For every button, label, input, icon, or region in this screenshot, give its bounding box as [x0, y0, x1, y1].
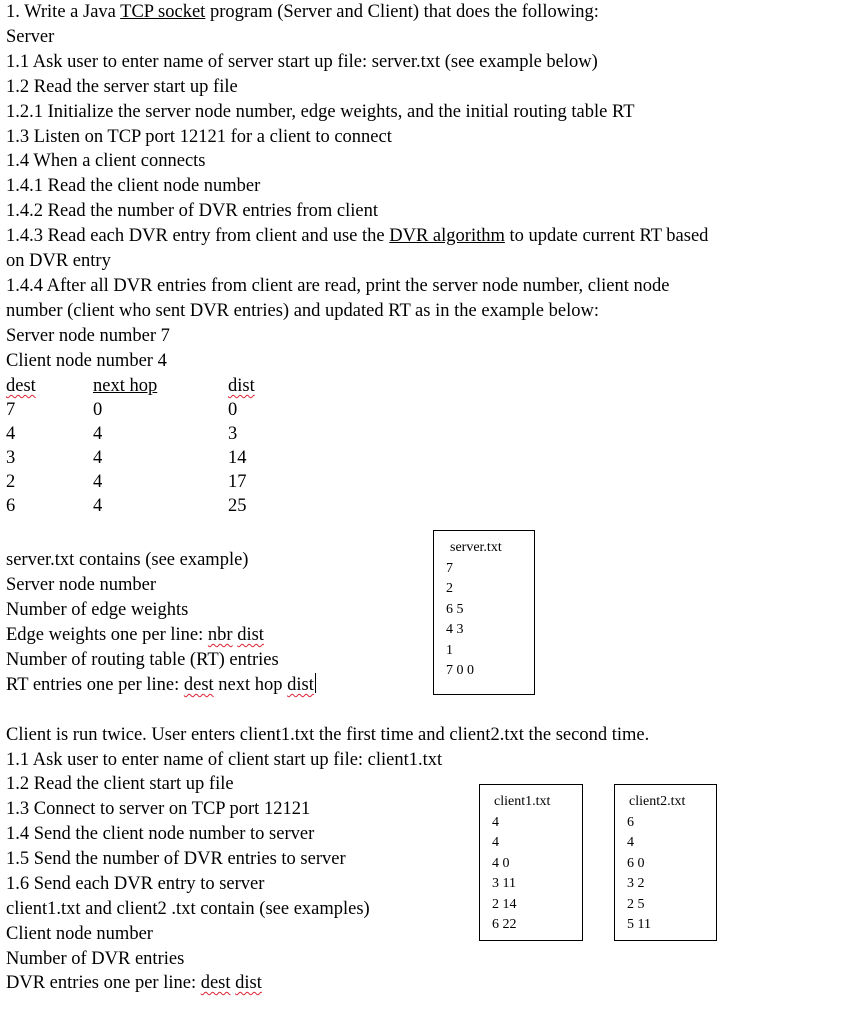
server-format-rt-count: Number of routing table (RT) entries: [6, 650, 279, 670]
client-step-1-1: 1.1 Ask user to enter name of client start up file: client1.txt: [6, 750, 443, 770]
client2-txt-line: 6: [627, 814, 634, 830]
client1-txt-line: 2 14: [492, 896, 517, 912]
rt-cell: 6: [6, 496, 16, 516]
rt-cell: 0: [93, 400, 103, 420]
step-1-4-2: 1.4.2 Read the number of DVR entries from client: [6, 201, 378, 221]
server-heading: Server: [6, 27, 55, 47]
client1-txt-line: 4 0: [492, 855, 510, 871]
client-format-dvr-count: Number of DVR entries: [6, 949, 185, 969]
server-format-rt-entries: [6, 673, 316, 697]
client2-txt-line: 6 0: [627, 855, 645, 871]
rt-cell: 7: [6, 400, 16, 420]
task-title-post: program (Server and Client) that does the following:: [205, 2, 599, 22]
rt-cell: 2: [6, 472, 16, 492]
client2-txt-line: 3 2: [627, 876, 645, 891]
server-format-edge-count: Number of edge weights: [6, 600, 189, 620]
dvr-algorithm-link[interactable]: DVR algorithm: [389, 226, 505, 246]
server-format-edges: [6, 623, 264, 647]
step-1-2: 1.2 Read the server start up file: [6, 77, 238, 97]
client-format-dvr-entries: [6, 971, 262, 995]
step-1-4: 1.4 When a client connects: [6, 151, 206, 171]
rt-cell: 14: [228, 448, 247, 468]
dist-word: dist: [237, 625, 264, 645]
server-txt-box: [433, 530, 535, 695]
step-1-4-4: 1.4.4 After all DVR entries from client are read, print the server node number, client node: [6, 276, 670, 296]
client-step-1-6: 1.6 Send each DVR entry to server: [6, 874, 265, 894]
client1-txt-box: [479, 784, 583, 941]
client1-txt-line: 4: [492, 814, 499, 830]
client-format-node: Client node number: [6, 924, 153, 944]
tcp-socket-link[interactable]: TCP socket: [120, 2, 206, 22]
server-txt-title: server.txt: [450, 540, 502, 555]
text-cursor: [315, 673, 316, 693]
client1-txt-title: client1.txt: [494, 794, 551, 809]
rt-header-dest: dest: [6, 376, 36, 396]
rt-cell: 3: [6, 448, 16, 468]
client2-txt-title: client2.txt: [629, 794, 686, 809]
client-step-1-3: 1.3 Connect to server on TCP port 12121: [6, 799, 311, 819]
server-format-edges-pre: Edge weights one per line:: [6, 625, 208, 645]
server-txt-line: 2: [446, 581, 453, 596]
step-1-1: 1.1 Ask user to enter name of server start up file: server.txt (see example below): [6, 52, 598, 72]
rt-col-next-hop: [93, 374, 157, 518]
step-1-4-1: 1.4.1 Read the client node number: [6, 176, 261, 196]
rt-header-next-hop: next hop: [93, 376, 158, 396]
step-1-4-3-pre: 1.4.3 Read each DVR entry from client and use the: [6, 226, 390, 246]
rt-col-dest: [6, 374, 36, 518]
step-1-4-3-cont: on DVR entry: [6, 251, 111, 271]
client-step-1-4: 1.4 Send the client node number to server: [6, 824, 315, 844]
rt-col-dist: [228, 374, 255, 518]
server-txt-line: 4 3: [446, 622, 464, 637]
client2-txt-line: 2 5: [627, 896, 645, 912]
server-txt-line: 7 0 0: [446, 663, 474, 678]
client-intro: Client is run twice. User enters client1.txt the first time and client2.txt the second time.: [6, 725, 650, 745]
rt-cell: 3: [228, 424, 238, 444]
step-1-4-4-cont: number (client who sent DVR entries) and updated RT as in the example below:: [6, 301, 599, 321]
client-format-intro: client1.txt and client2 .txt contain (see examples): [6, 899, 370, 919]
client1-txt-line: 3 11: [492, 876, 516, 891]
rt-cell: 4: [93, 424, 103, 444]
dest-word: dest: [200, 973, 231, 993]
rt-cell: 4: [6, 424, 16, 444]
client1-txt-line: 4: [492, 835, 499, 850]
rt-cell: 0: [228, 400, 238, 420]
step-1-4-3: [6, 224, 708, 248]
rt-cell: 4: [93, 496, 103, 516]
client2-txt-box: [614, 784, 717, 941]
dist-word: dist: [235, 973, 262, 993]
client-step-1-2: 1.2 Read the client start up file: [6, 774, 234, 794]
server-txt-line: 6 5: [446, 601, 464, 617]
client-node-line: Client node number 4: [6, 351, 167, 371]
dest-word: dest: [183, 675, 214, 695]
rt-header-dist: dist: [228, 376, 255, 396]
nbr-word: nbr: [207, 625, 233, 645]
client2-txt-line: 5 11: [627, 917, 651, 932]
step-1-3: 1.3 Listen on TCP port 12121 for a client to connect: [6, 127, 392, 147]
server-node-line: Server node number 7: [6, 326, 170, 346]
dist-word: dist: [287, 675, 314, 695]
server-txt-line: 7: [446, 560, 453, 576]
client-format-dvr-pre: DVR entries one per line:: [6, 973, 201, 993]
next-hop-word: next hop: [213, 675, 288, 695]
client2-txt-line: 4: [627, 835, 634, 850]
server-format-rt-pre: RT entries one per line:: [6, 675, 184, 695]
server-format-intro: server.txt contains (see example): [6, 550, 249, 570]
task-title: [6, 0, 599, 24]
rt-cell: 4: [93, 448, 103, 468]
server-format-node: Server node number: [6, 575, 157, 595]
rt-cell: 4: [93, 472, 103, 492]
server-txt-line: 1: [446, 642, 453, 658]
step-1-2-1: 1.2.1 Initialize the server node number, edge weights, and the initial routing table RT: [6, 102, 635, 122]
rt-cell: 17: [228, 472, 247, 492]
rt-cell: 25: [228, 496, 247, 516]
client-step-1-5: 1.5 Send the number of DVR entries to server: [6, 849, 346, 869]
client1-txt-line: 6 22: [492, 917, 517, 932]
step-1-4-3-post: to update current RT based: [504, 226, 709, 246]
task-title-pre: 1. Write a Java: [6, 2, 121, 22]
